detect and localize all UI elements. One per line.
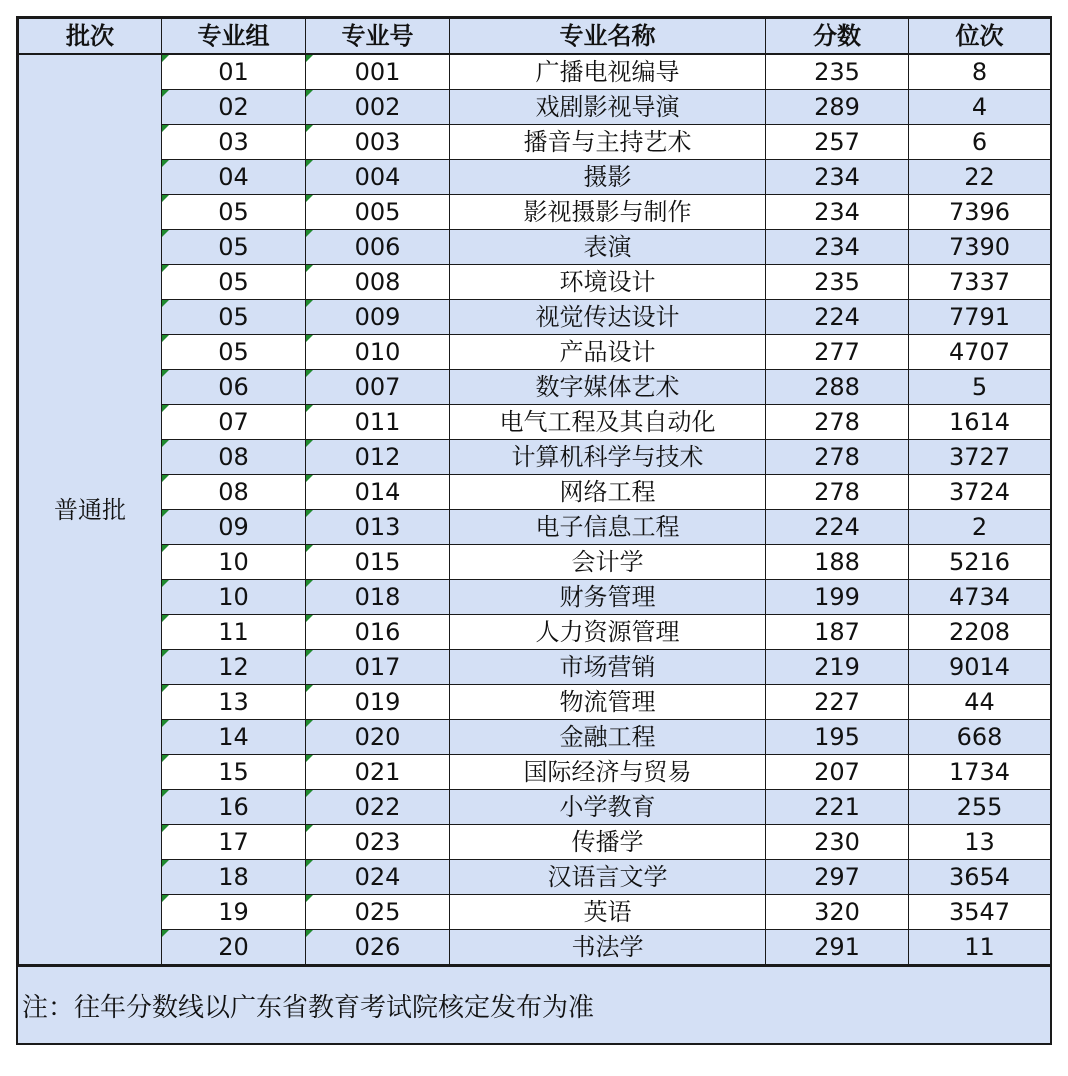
code-cell: 004 xyxy=(306,160,450,195)
group-cell: 18 xyxy=(162,860,306,895)
rank-cell: 255 xyxy=(909,790,1051,825)
group-cell: 10 xyxy=(162,545,306,580)
code-cell: 005 xyxy=(306,195,450,230)
table-row xyxy=(19,825,1051,860)
score-cell: 278 xyxy=(766,475,909,510)
group-cell: 14 xyxy=(162,720,306,755)
table-row xyxy=(19,335,1051,370)
header-major-name: 专业名称 xyxy=(450,19,766,55)
batch-cell: 普通批 xyxy=(19,54,162,965)
code-cell: 012 xyxy=(306,440,450,475)
rank-cell: 5216 xyxy=(909,545,1051,580)
group-cell: 20 xyxy=(162,930,306,965)
rank-cell: 5 xyxy=(909,370,1051,405)
table-row xyxy=(19,440,1051,475)
rank-cell: 7390 xyxy=(909,230,1051,265)
major-name-cell: 物流管理 xyxy=(450,685,766,720)
header-row xyxy=(19,19,1051,55)
score-cell: 291 xyxy=(766,930,909,965)
code-cell: 025 xyxy=(306,895,450,930)
major-name-cell: 电子信息工程 xyxy=(450,510,766,545)
table-row xyxy=(19,510,1051,545)
rank-cell: 3727 xyxy=(909,440,1051,475)
group-cell: 06 xyxy=(162,370,306,405)
group-cell: 05 xyxy=(162,265,306,300)
rank-cell: 9014 xyxy=(909,650,1051,685)
header-code: 专业号 xyxy=(306,19,450,55)
major-name-cell: 摄影 xyxy=(450,160,766,195)
table-row xyxy=(19,300,1051,335)
group-cell: 05 xyxy=(162,230,306,265)
major-name-cell: 播音与主持艺术 xyxy=(450,125,766,160)
table-row xyxy=(19,125,1051,160)
major-name-cell: 数字媒体艺术 xyxy=(450,370,766,405)
score-cell: 277 xyxy=(766,335,909,370)
table-row xyxy=(19,790,1051,825)
group-cell: 05 xyxy=(162,300,306,335)
group-cell: 19 xyxy=(162,895,306,930)
table-row xyxy=(19,650,1051,685)
score-cell: 289 xyxy=(766,90,909,125)
score-cell: 224 xyxy=(766,300,909,335)
major-name-cell: 传播学 xyxy=(450,825,766,860)
score-cell: 219 xyxy=(766,650,909,685)
group-cell: 08 xyxy=(162,475,306,510)
rank-cell: 3547 xyxy=(909,895,1051,930)
score-cell: 235 xyxy=(766,265,909,300)
header-group: 专业组 xyxy=(162,19,306,55)
score-cell: 297 xyxy=(766,860,909,895)
table-row xyxy=(19,230,1051,265)
rank-cell: 668 xyxy=(909,720,1051,755)
major-name-cell: 网络工程 xyxy=(450,475,766,510)
header-score: 分数 xyxy=(766,19,909,55)
rank-cell: 13 xyxy=(909,825,1051,860)
table-row xyxy=(19,195,1051,230)
group-cell: 17 xyxy=(162,825,306,860)
rank-cell: 8 xyxy=(909,54,1051,90)
code-cell: 001 xyxy=(306,54,450,90)
header-rank: 位次 xyxy=(909,19,1051,55)
table-row xyxy=(19,685,1051,720)
score-cell: 195 xyxy=(766,720,909,755)
table-row xyxy=(19,370,1051,405)
major-name-cell: 财务管理 xyxy=(450,580,766,615)
table-row xyxy=(19,755,1051,790)
score-cell: 257 xyxy=(766,125,909,160)
group-cell: 15 xyxy=(162,755,306,790)
table-row xyxy=(19,860,1051,895)
rank-cell: 7337 xyxy=(909,265,1051,300)
rank-cell: 22 xyxy=(909,160,1051,195)
score-cell: 207 xyxy=(766,755,909,790)
major-name-cell: 金融工程 xyxy=(450,720,766,755)
rank-cell: 4734 xyxy=(909,580,1051,615)
table-row xyxy=(19,615,1051,650)
code-cell: 023 xyxy=(306,825,450,860)
group-cell: 07 xyxy=(162,405,306,440)
rank-cell: 7396 xyxy=(909,195,1051,230)
rank-cell: 4707 xyxy=(909,335,1051,370)
rank-cell: 3654 xyxy=(909,860,1051,895)
major-name-cell: 影视摄影与制作 xyxy=(450,195,766,230)
group-cell: 12 xyxy=(162,650,306,685)
table-row xyxy=(19,580,1051,615)
code-cell: 002 xyxy=(306,90,450,125)
table-row xyxy=(19,720,1051,755)
score-cell: 234 xyxy=(766,160,909,195)
table-row xyxy=(19,54,1051,90)
header-batch: 批次 xyxy=(19,19,162,55)
rank-cell: 2 xyxy=(909,510,1051,545)
major-name-cell: 计算机科学与技术 xyxy=(450,440,766,475)
code-cell: 009 xyxy=(306,300,450,335)
admission-score-sheet xyxy=(16,16,1052,1045)
score-cell: 288 xyxy=(766,370,909,405)
major-name-cell: 环境设计 xyxy=(450,265,766,300)
group-cell: 16 xyxy=(162,790,306,825)
table-row xyxy=(19,895,1051,930)
rank-cell: 2208 xyxy=(909,615,1051,650)
code-cell: 020 xyxy=(306,720,450,755)
major-name-cell: 书法学 xyxy=(450,930,766,965)
table-body xyxy=(19,54,1051,965)
score-cell: 224 xyxy=(766,510,909,545)
rank-cell: 1734 xyxy=(909,755,1051,790)
group-cell: 09 xyxy=(162,510,306,545)
code-cell: 018 xyxy=(306,580,450,615)
group-cell: 04 xyxy=(162,160,306,195)
group-cell: 05 xyxy=(162,335,306,370)
table-row xyxy=(19,160,1051,195)
rank-cell: 4 xyxy=(909,90,1051,125)
score-cell: 188 xyxy=(766,545,909,580)
major-name-cell: 人力资源管理 xyxy=(450,615,766,650)
code-cell: 021 xyxy=(306,755,450,790)
score-cell: 187 xyxy=(766,615,909,650)
major-name-cell: 电气工程及其自动化 xyxy=(450,405,766,440)
score-cell: 278 xyxy=(766,405,909,440)
score-cell: 221 xyxy=(766,790,909,825)
code-cell: 010 xyxy=(306,335,450,370)
score-cell: 278 xyxy=(766,440,909,475)
major-name-cell: 市场营销 xyxy=(450,650,766,685)
group-cell: 01 xyxy=(162,54,306,90)
code-cell: 007 xyxy=(306,370,450,405)
code-cell: 026 xyxy=(306,930,450,965)
major-name-cell: 视觉传达设计 xyxy=(450,300,766,335)
major-name-cell: 小学教育 xyxy=(450,790,766,825)
major-name-cell: 产品设计 xyxy=(450,335,766,370)
score-cell: 235 xyxy=(766,54,909,90)
code-cell: 016 xyxy=(306,615,450,650)
rank-cell: 7791 xyxy=(909,300,1051,335)
code-cell: 017 xyxy=(306,650,450,685)
group-cell: 08 xyxy=(162,440,306,475)
table-row xyxy=(19,545,1051,580)
code-cell: 003 xyxy=(306,125,450,160)
rank-cell: 1614 xyxy=(909,405,1051,440)
score-cell: 320 xyxy=(766,895,909,930)
score-cell: 199 xyxy=(766,580,909,615)
code-cell: 014 xyxy=(306,475,450,510)
major-name-cell: 戏剧影视导演 xyxy=(450,90,766,125)
code-cell: 011 xyxy=(306,405,450,440)
major-name-cell: 英语 xyxy=(450,895,766,930)
major-name-cell: 表演 xyxy=(450,230,766,265)
score-cell: 230 xyxy=(766,825,909,860)
score-cell: 234 xyxy=(766,230,909,265)
score-cell: 227 xyxy=(766,685,909,720)
group-cell: 10 xyxy=(162,580,306,615)
table-row xyxy=(19,930,1051,965)
table-row xyxy=(19,90,1051,125)
rank-cell: 11 xyxy=(909,930,1051,965)
group-cell: 13 xyxy=(162,685,306,720)
group-cell: 11 xyxy=(162,615,306,650)
table-row xyxy=(19,405,1051,440)
code-cell: 015 xyxy=(306,545,450,580)
major-name-cell: 汉语言文学 xyxy=(450,860,766,895)
rank-cell: 3724 xyxy=(909,475,1051,510)
major-name-cell: 会计学 xyxy=(450,545,766,580)
table-row xyxy=(19,265,1051,300)
rank-cell: 44 xyxy=(909,685,1051,720)
major-name-cell: 国际经济与贸易 xyxy=(450,755,766,790)
footnote: 注：往年分数线以广东省教育考试院核定发布为准 xyxy=(18,965,1050,1043)
code-cell: 024 xyxy=(306,860,450,895)
group-cell: 05 xyxy=(162,195,306,230)
code-cell: 006 xyxy=(306,230,450,265)
score-table xyxy=(18,18,1051,965)
group-cell: 02 xyxy=(162,90,306,125)
table-row xyxy=(19,475,1051,510)
major-name-cell: 广播电视编导 xyxy=(450,54,766,90)
code-cell: 013 xyxy=(306,510,450,545)
group-cell: 03 xyxy=(162,125,306,160)
score-cell: 234 xyxy=(766,195,909,230)
code-cell: 022 xyxy=(306,790,450,825)
code-cell: 008 xyxy=(306,265,450,300)
code-cell: 019 xyxy=(306,685,450,720)
rank-cell: 6 xyxy=(909,125,1051,160)
